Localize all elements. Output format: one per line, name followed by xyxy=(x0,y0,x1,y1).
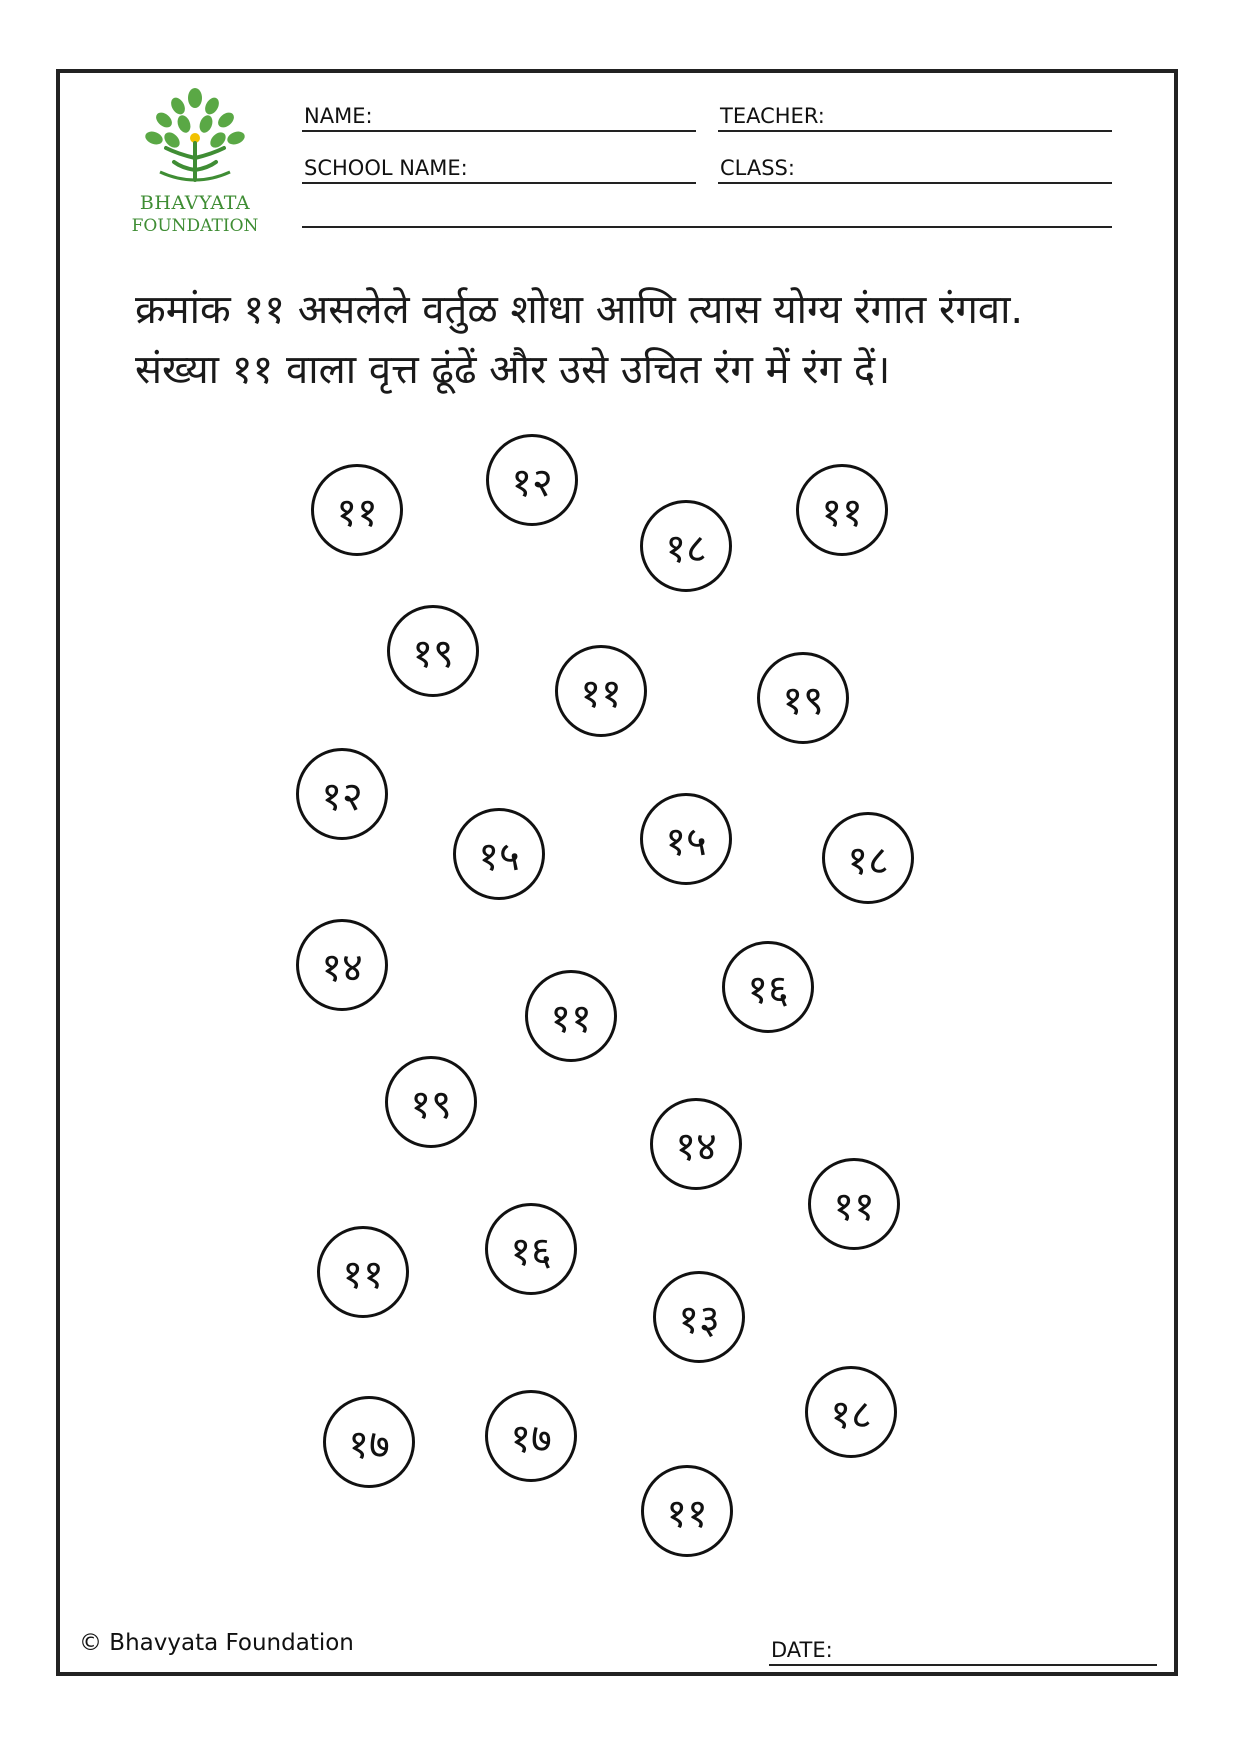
number-circle[interactable]: १७ xyxy=(323,1396,415,1488)
name-label: NAME: xyxy=(304,104,373,128)
logo-text-line2: FOUNDATION xyxy=(131,216,259,236)
date-field[interactable] xyxy=(769,1628,1157,1666)
number-circle[interactable]: ११ xyxy=(641,1465,733,1557)
number-circle[interactable]: १६ xyxy=(722,941,814,1033)
number-circle[interactable]: ११ xyxy=(311,464,403,556)
number-circle[interactable]: १९ xyxy=(385,1056,477,1148)
instruction-marathi: क्रमांक ११ असलेले वर्तुळ शोधा आणि त्यास योग्य रंगात रंगवा. xyxy=(135,287,1024,333)
instruction-hindi: संख्या ११ वाला वृत्त ढूंढें और उसे उचित रंग में रंग दें। xyxy=(135,347,891,393)
number-circle[interactable]: १८ xyxy=(805,1366,897,1458)
number-circle[interactable]: १४ xyxy=(650,1098,742,1190)
number-circle[interactable]: १९ xyxy=(757,652,849,744)
number-circle[interactable]: १२ xyxy=(296,748,388,840)
number-circle[interactable]: ११ xyxy=(796,464,888,556)
logo-text-line1: BHAVYATA xyxy=(139,192,251,214)
school-name-label: SCHOOL NAME: xyxy=(304,156,468,180)
number-circle[interactable]: ११ xyxy=(808,1158,900,1250)
number-circle[interactable]: ११ xyxy=(317,1226,409,1318)
copyright-text: © Bhavyata Foundation xyxy=(79,1630,354,1656)
number-circle[interactable]: १६ xyxy=(485,1203,577,1295)
number-circle[interactable]: १५ xyxy=(640,793,732,885)
number-circle[interactable]: १३ xyxy=(653,1271,745,1363)
teacher-label: TEACHER: xyxy=(720,104,825,128)
number-circle[interactable]: ११ xyxy=(525,970,617,1062)
number-circle[interactable]: १९ xyxy=(387,605,479,697)
number-circle[interactable]: १४ xyxy=(296,919,388,1011)
number-circle[interactable]: १८ xyxy=(640,500,732,592)
number-circle[interactable]: १५ xyxy=(453,808,545,900)
date-label: DATE: xyxy=(771,1638,833,1662)
number-circle[interactable]: १७ xyxy=(485,1390,577,1482)
number-circle[interactable]: १८ xyxy=(822,812,914,904)
number-circle[interactable]: १२ xyxy=(486,434,578,526)
class-label: CLASS: xyxy=(720,156,795,180)
number-circle[interactable]: ११ xyxy=(555,645,647,737)
